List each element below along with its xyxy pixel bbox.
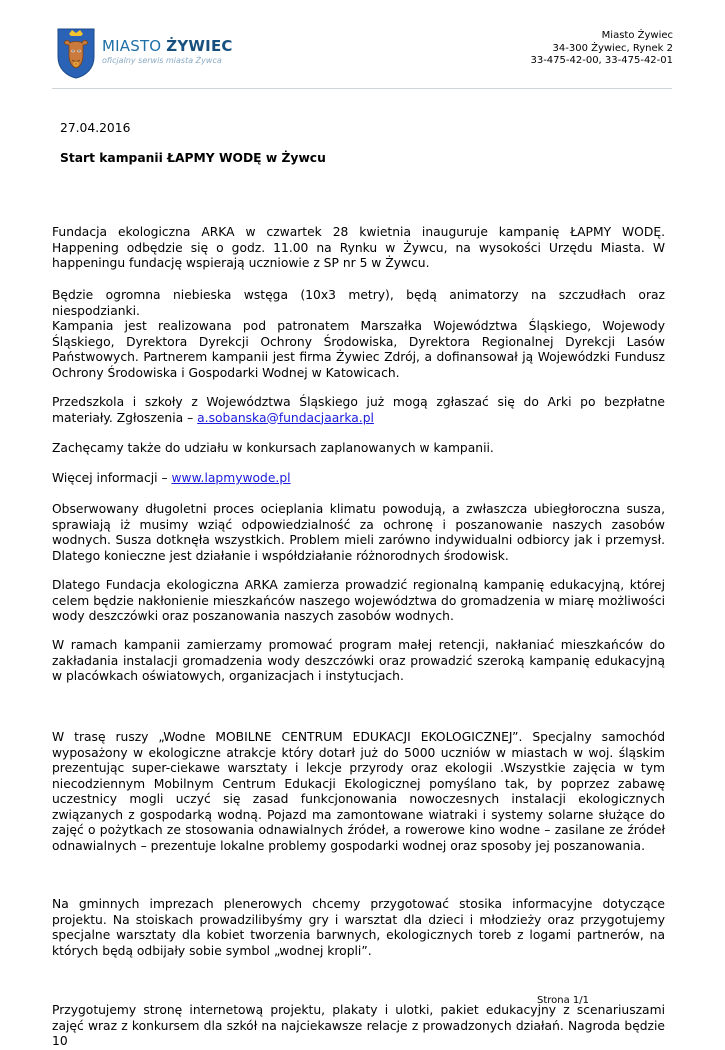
paragraph-9: W ramach kampanii zamierzamy promować program małej retencji, nakłaniać mieszkańców do zakładania instalacji gromadzenia wody deszczówki oraz prowadzić szeroką kampanię edukacyjną w placówkach oświatowych, organizacjach i instytucjach. — [52, 638, 665, 683]
paragraph-3: Kampania jest realizowana pod patronatem Marszałka Województwa Śląskiego, Wojewody Śląskiego, Dyrektora Dyrekcji Ochrony Środowiska, Dyrektora Regionalnej Dyrekcji Lasów Państwowych. Partnerem kampanii jest firma Żywiec Zdrój, a dofinansował ją Wojewódzki Fundusz Ochrony Środowiska i Gospodarki Wodnej w Katowicach. — [52, 319, 665, 380]
paragraph-1: Fundacja ekologiczna ARKA w czwartek 28 kwietnia inauguruje kampanię ŁAPMY WODĘ. Happening odbędzie się o godz. 11.00 na Rynku w Żywcu, na wysokości Urzędu Miasta. W happeningu fundację wspierają uczniowie z SP nr 5 w Żywcu. — [52, 225, 665, 270]
paragraph-4-text: Przedszkola i szkoły z Województwa Śląskiego już mogą zgłaszać się do Arki po bezpłatne materiały. Zgłoszenia – — [52, 395, 665, 425]
paragraph-12: Przygotujemy stronę internetową projektu, plakaty i ulotki, pakiet edukacyjny z scenariuszami zajęć wraz z konkursem dla szkół na najciekawsze relacje z prowadzonych działań. Nagroda będzie 10 — [52, 1003, 665, 1048]
paragraph-8: Dlatego Fundacja ekologiczna ARKA zamierza prowadzić regionalną kampanię edukacyjną, której celem będzie nakłonienie mieszkańców naszego województwa do gromadzenia w miarę możliwości wody deszczówki oraz poszanowania naszych zasobów wodnych. — [52, 578, 665, 623]
paragraph-4 — [52, 395, 665, 426]
address-line-1: Miasto Żywiec — [601, 30, 673, 41]
paragraph-7: Obserwowany długoletni proces ocieplania klimatu powodują, a zwłaszcza ubiegłoroczna susza, sprawiają iż musimy wziąć odpowiedzialność za ochronę i poszanowanie naszych zasobów wodnych. Susza dotknęła wszystkich. Problem mieli zarówno indywidualni odbiorcy jak i przemysł. Dlatego konieczne jest działanie i współdziałanie różnorodnych środowisk. — [52, 502, 665, 563]
paragraph-5: Zachęcamy także do udziału w konkursach zaplanowanych w kampanii. — [52, 441, 494, 455]
contact-email-link[interactable]: a.sobanska@fundacjaarka.pl — [197, 410, 374, 425]
paragraph-10: W trasę ruszy „Wodne MOBILNE CENTRUM EDUKACJI EKOLOGICZNEJ”. Specjalny samochód wyposażony w ekologiczne atrakcje który dotarł już do 5000 uczniów w miastach w woj. śląskim prezentując super-ciekawe warsztaty i lekcje przyrody oraz ekologii .Wszystkie zajęcia w tym niecodziennym Mobilnym Centrum Edukacji Ekologicznej pomyślano tak, by poprzez zabawę uczestnicy mogli uczyć się zasad funkcjonowania nowoczesnych instalacji ekologicznych związanych z gospodarką wodną. Pojazd ma zamontowane wiatraki i systemy solarne służące do zajęć o pożytkach ze stosowania odnawialnych źródeł, a rowerowe kino wodne – zasilane ze źródeł odnawialnych – prezentuje lokalne problemy gospodarki wodnej oraz sposoby jej poszanowania. — [52, 730, 665, 853]
document-date: 27.04.2016 — [60, 121, 131, 135]
page-number: Strona 1/1 — [537, 995, 590, 1006]
address-line-2: 34-300 Żywiec, Rynek 2 — [552, 42, 673, 54]
zywiec-crest-logo — [56, 27, 96, 79]
brand-name-light: MIASTO — [102, 37, 162, 55]
paragraph-6-text: Więcej informacji – — [52, 471, 172, 485]
brand-subtitle: oficjalny serwis miasta Żywca — [102, 56, 222, 65]
brand-name — [102, 38, 233, 54]
paragraph-11: Na gminnych imprezach plenerowych chcemy przygotować stosika informacyjne dotyczące projektu. Na stoiskach prowadzilibyśmy gry i warsztat dla dzieci i młodzieży oraz przygotujemy specjalne warsztaty dla kobiet tworzenia barwnych, ekologicznych toreb z logami partnerów, na których będą odbijały sobie symbol „wodnej kropli”. — [52, 897, 665, 958]
paragraph-2: Będzie ogromna niebieska wstęga (10x3 metry), będą animatorzy na szczudłach oraz niespodzianki. — [52, 288, 665, 318]
document-title: Start kampanii ŁAPMY WODĘ w Żywcu — [60, 151, 326, 165]
brand-block — [102, 38, 233, 66]
address-block — [530, 30, 673, 68]
address-line-3: 33-475-42-00, 33-475-42-01 — [530, 55, 673, 66]
paragraph-6 — [52, 471, 665, 487]
page-header — [0, 0, 725, 90]
brand-name-bold: ŻYWIEC — [166, 37, 233, 55]
website-link[interactable]: www.lapmywode.pl — [171, 471, 291, 485]
header-divider — [52, 88, 672, 89]
